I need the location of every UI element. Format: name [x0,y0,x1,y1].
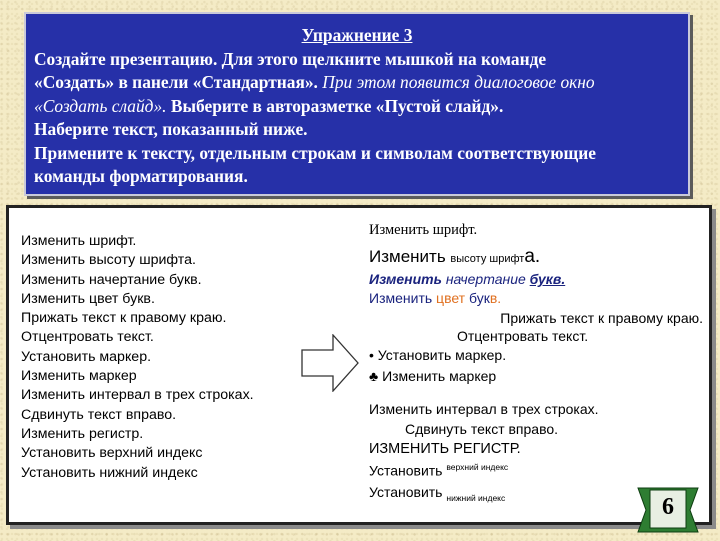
source-text-item: Изменить начертание букв. [21,271,202,288]
formatted-marker-1 [369,347,506,363]
formatted-superscript [369,462,508,479]
size-part-c: а. [524,246,541,267]
sub-part-a: Установить [369,484,447,500]
source-text-item: Изменить регистр. [21,425,144,442]
task-line-3b: Выберите в авторазметке «Пустой слайд». [170,95,504,116]
page-number: 6 [662,494,674,520]
source-text-item: Установить нижний индекс [21,464,198,481]
task-line-2b: При этом появится диалоговое окно [322,72,595,92]
formatted-color [369,290,501,306]
bullet-icon: • [369,347,374,363]
source-text-item: Прижать текст к правому краю. [21,310,227,327]
formatted-subscript [369,484,505,503]
task-line-3a: «Создать слайд». [34,95,171,116]
formatted-font: Изменить шрифт. [369,222,478,238]
formatted-interval: Изменить интервал в трех строках. [369,401,599,417]
marker-1-label: Установить маркер. [377,347,507,363]
source-text-item: Установить маркер. [21,348,152,365]
color-part-b: цвет [436,290,466,306]
source-text-item: Установить верхний индекс [21,445,203,462]
source-text-item: Изменить маркер [21,368,137,385]
example-panel [6,205,712,525]
color-part-c: бук [465,290,490,306]
color-part-d: в. [489,290,502,306]
size-part-b: высоту шрифт [450,253,525,265]
formatted-style [369,271,565,287]
formatted-marker-2 [369,368,496,384]
style-part-c: букв. [529,271,566,287]
marker-2-label: Изменить маркер [382,368,497,384]
style-part-a: Изменить [369,271,442,287]
style-part-b: начертание [441,271,530,287]
color-part-a: Изменить [369,290,437,306]
size-part-a: Изменить [369,247,451,266]
sup-part-b: верхний индекс [446,462,509,472]
formatted-align-right: Прижать текст к правому краю. [500,310,703,326]
exercise-title: Упражнение 3 [301,25,413,45]
formatted-caps: ИЗМЕНИТЬ РЕГИСТР. [369,441,521,457]
task-line-2 [34,71,680,95]
source-text-item: Изменить шрифт. [21,233,137,249]
formatted-indent: Сдвинуть текст вправо. [405,421,559,437]
source-text-item: Отцентровать текст. [21,329,154,346]
task-line-3 [34,95,680,119]
page-number-badge [634,484,702,536]
task-line-1: Создайте презентацию. Для этого щелкните мышкой на команде [34,48,547,69]
club-icon: ♣ [369,368,379,384]
sup-part-a: Установить [369,462,447,479]
task-line-5: Примените к тексту, отдельным строкам и символам соответствующие [34,142,596,163]
source-text-list [21,232,254,483]
formatted-center: Отцентровать текст. [457,328,589,344]
source-text-item: Изменить интервал в трех строках. [21,387,254,404]
source-text-item: Изменить цвет букв. [21,290,155,307]
task-line-6: команды форматирования. [34,166,248,186]
formatted-size [369,246,540,268]
source-text-item: Сдвинуть текст вправо. [21,406,177,423]
right-arrow-icon [301,334,359,392]
exercise-box [24,12,690,196]
task-line-4: Наберите текст, показанный ниже. [34,119,308,139]
sub-part-b: нижний индекс [446,492,506,503]
source-text-item: Изменить высоту шрифта. [21,252,196,269]
task-line-2a: «Создать» в панели «Стандартная». [34,72,323,92]
